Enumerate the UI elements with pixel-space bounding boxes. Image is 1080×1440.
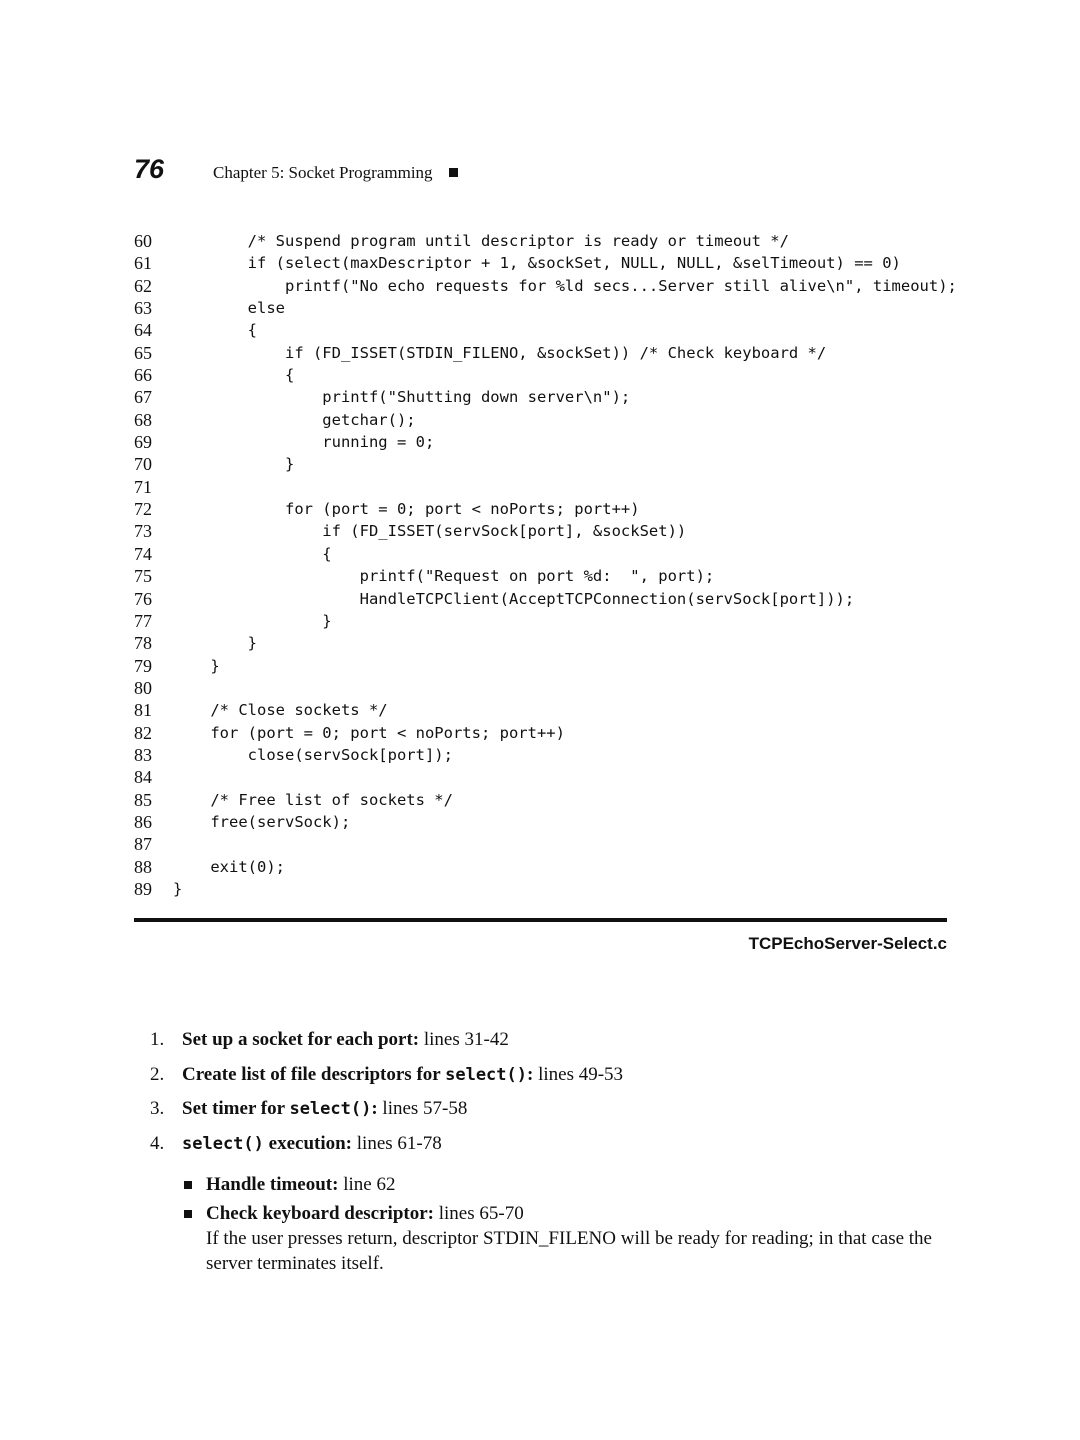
code-line [134, 431, 954, 453]
line-number: 86 [134, 811, 152, 832]
code-line [134, 632, 954, 654]
line-number: 83 [134, 744, 152, 765]
line-number: 81 [134, 700, 152, 721]
code-line [134, 498, 954, 520]
bullet-item [184, 1172, 954, 1197]
line-number: 66 [134, 365, 152, 386]
code-text: if (FD_ISSET(STDIN_FILENO, &sockSet)) /* Check keyboard */ [173, 343, 827, 362]
square-bullet-icon [184, 1181, 192, 1189]
line-number: 84 [134, 767, 152, 788]
code-text: if (FD_ISSET(servSock[port], &sockSet)) [173, 522, 687, 541]
bullet-heading: Check keyboard descriptor: [206, 1203, 434, 1224]
code-line [134, 677, 954, 699]
step-function: select() [289, 1099, 372, 1120]
step-heading-end: execution: [263, 1132, 353, 1154]
line-number: 75 [134, 566, 152, 587]
chapter-title [213, 163, 458, 183]
code-text: } [173, 611, 332, 630]
step-lines: lines 31-42 [419, 1029, 509, 1050]
steps-list [150, 1027, 950, 1165]
code-text: /* Close sockets */ [173, 701, 388, 720]
code-text: /* Suspend program until descriptor is ready or timeout */ [173, 232, 789, 250]
code-line [134, 520, 954, 542]
line-number: 69 [134, 432, 152, 453]
bullet-item [184, 1201, 954, 1276]
code-line [134, 275, 957, 297]
code-line [134, 543, 954, 565]
line-number: 68 [134, 409, 152, 430]
step-function: select() [182, 1133, 264, 1154]
step-item [150, 1062, 950, 1097]
bullet-lines: lines 65-70 [433, 1203, 524, 1224]
code-line [134, 833, 954, 855]
code-text: { [173, 544, 332, 563]
line-number: 82 [134, 722, 152, 743]
code-line [134, 789, 954, 811]
code-text: running = 0; [173, 433, 435, 452]
step-heading-end: : [371, 1098, 378, 1120]
code-text: /* Free list of sockets */ [173, 790, 453, 809]
line-number: 89 [134, 878, 152, 899]
line-number: 73 [134, 521, 152, 542]
code-line [134, 565, 954, 587]
step-heading: Set up a socket for each port: [182, 1029, 420, 1050]
code-text: else [173, 299, 285, 318]
chapter-title-text: Chapter 5: Socket Programming [213, 163, 433, 182]
code-line [134, 588, 954, 610]
code-line [134, 364, 954, 386]
code-text: printf("Shutting down server\n"); [173, 388, 631, 407]
step-heading-end: : [527, 1063, 534, 1085]
square-bullet-icon [449, 168, 458, 177]
step-heading: Create list of file descriptors for [182, 1063, 446, 1085]
line-number: 70 [134, 454, 152, 475]
code-line [134, 319, 954, 341]
step-item [150, 1096, 950, 1131]
code-text: for (port = 0; port < noPorts; port++) [173, 723, 565, 742]
sub-bullets-list [184, 1172, 954, 1280]
line-number: 76 [134, 588, 152, 609]
code-line [134, 453, 954, 475]
step-lines: lines 57-58 [377, 1098, 468, 1120]
code-line [134, 878, 954, 900]
step-lines: lines 61-78 [352, 1132, 442, 1154]
line-number: 61 [134, 253, 152, 274]
line-number: 77 [134, 610, 152, 631]
code-text: if (select(maxDescriptor + 1, &sockSet, NULL, NULL, &selTimeout) == 0) [173, 254, 901, 273]
code-line [134, 252, 954, 274]
line-number: 65 [134, 342, 152, 363]
code-text: { [173, 366, 295, 385]
code-line [134, 722, 954, 744]
bullet-lines: line 62 [338, 1174, 396, 1195]
code-line [134, 342, 954, 364]
step-number: 3. [150, 1098, 165, 1120]
line-number: 78 [134, 633, 152, 654]
step-number: 1. [150, 1029, 165, 1050]
step-number: 2. [150, 1063, 165, 1085]
bullet-description: If the user presses return, descriptor STDIN_FILENO will be ready for reading; in that case the server terminates itself. [206, 1228, 932, 1274]
code-line [134, 655, 954, 677]
square-bullet-icon [184, 1210, 192, 1218]
code-text: } [173, 455, 295, 474]
code-line [134, 610, 954, 632]
step-number: 4. [150, 1132, 165, 1154]
code-text: } [173, 879, 183, 898]
code-text: for (port = 0; port < noPorts; port++) [173, 500, 640, 519]
code-text: exit(0); [173, 857, 285, 876]
bullet-heading: Handle timeout: [206, 1174, 339, 1195]
code-text: { [173, 321, 257, 340]
line-number: 67 [134, 387, 152, 408]
code-line [134, 297, 954, 319]
code-text: HandleTCPClient(AcceptTCPConnection(servSock[port])); [173, 589, 855, 608]
line-number: 62 [134, 275, 152, 296]
code-text: getchar(); [173, 410, 416, 429]
code-text: } [173, 656, 220, 675]
code-text: free(servSock); [173, 812, 351, 831]
step-item [150, 1027, 950, 1062]
code-listing [134, 230, 957, 900]
line-number: 79 [134, 655, 152, 676]
line-number: 85 [134, 789, 152, 810]
code-text: printf("Request on port %d: ", port); [173, 567, 715, 586]
code-text: printf("No echo requests for %ld secs...Server still alive\n", timeout); [173, 276, 957, 295]
step-lines: lines 49-53 [533, 1063, 624, 1085]
step-heading: Set timer for [182, 1098, 290, 1120]
line-number: 87 [134, 834, 152, 855]
line-number: 74 [134, 543, 152, 564]
code-line [134, 409, 954, 431]
code-line [134, 699, 954, 721]
line-number: 60 [134, 231, 152, 251]
line-number: 72 [134, 499, 152, 520]
listing-caption: TCPEchoServer-Select.c [748, 934, 947, 953]
line-number: 71 [134, 476, 152, 497]
code-line [134, 856, 954, 878]
code-line [134, 744, 954, 766]
code-line [134, 811, 954, 833]
step-function: select() [445, 1064, 527, 1085]
line-number: 80 [134, 677, 152, 698]
line-number: 88 [134, 856, 152, 877]
page-number: 76 [134, 154, 165, 184]
line-number: 64 [134, 320, 152, 341]
code-line [134, 766, 954, 788]
line-number: 63 [134, 298, 152, 319]
code-text: } [173, 634, 257, 653]
code-line [134, 230, 954, 252]
step-item [150, 1131, 950, 1166]
code-text: close(servSock[port]); [173, 745, 453, 764]
listing-rule [134, 918, 947, 922]
code-line [134, 476, 954, 498]
code-line [134, 386, 954, 408]
